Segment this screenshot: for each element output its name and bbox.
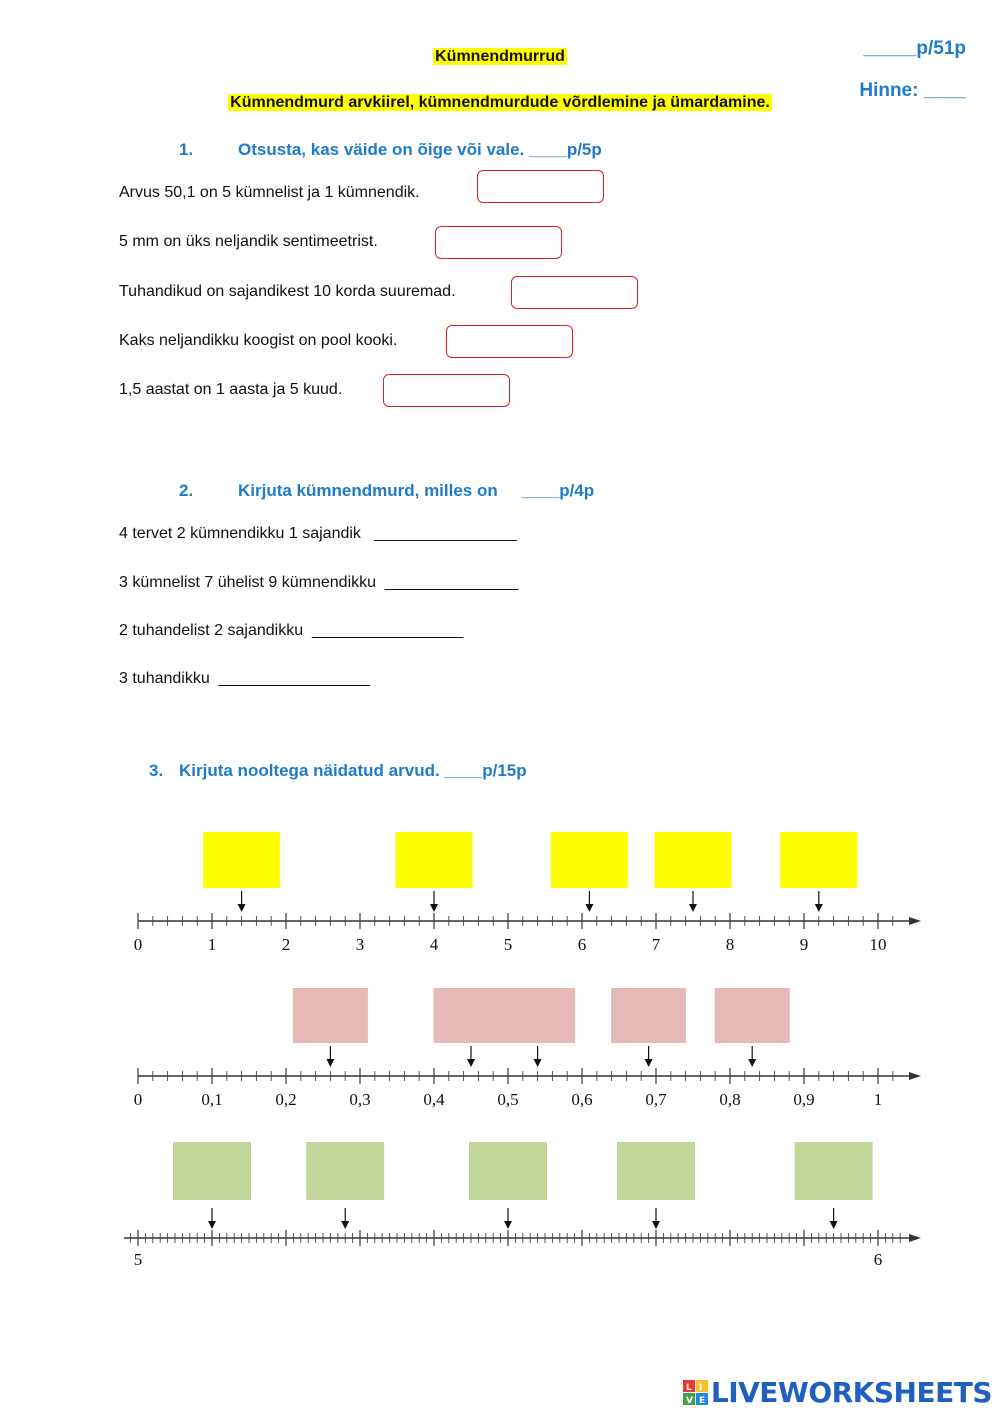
line1-tick-label: 8 (725, 935, 735, 954)
svg-text:V: V (685, 1395, 693, 1406)
line1-tick-label: 5 (503, 935, 513, 954)
line1-tick-label: 2 (281, 935, 291, 954)
task2-item-2[interactable]: 3 kümnelist 7 ühelist 9 kümnendikku _______________ (119, 574, 519, 591)
task2-number: 2. (179, 481, 194, 500)
task2-item-3[interactable]: 2 tuhandelist 2 sajandikku _________________ (119, 622, 464, 639)
task1-statement-5: 1,5 aastat on 1 aasta ja 5 kuud. (119, 381, 343, 398)
task2-heading: Kirjuta kümnendmurd, milles on ____p/4p (238, 481, 595, 500)
task2-item-4[interactable]: 3 tuhandikku _________________ (119, 670, 370, 687)
line1-pointer-arrowhead (430, 904, 438, 912)
line2-tick-label: 0,5 (497, 1090, 519, 1109)
score-total: _____p/51p (863, 38, 966, 59)
line2-tick-label: 0,1 (201, 1090, 223, 1109)
line2-pointer-arrowhead (326, 1059, 334, 1067)
task1-statement-2: 5 mm on üks neljandik sentimeetrist. (119, 233, 378, 250)
line2-tick-label: 1 (873, 1090, 883, 1109)
task3-heading: Kirjuta nooltega näidatud arvud. ____p/15p (179, 761, 527, 780)
line1-tick-label: 1 (207, 935, 217, 954)
line1-tick-label: 0 (133, 935, 143, 954)
line1-axis-arrowhead (909, 917, 921, 925)
line1-tick-label: 4 (429, 935, 439, 954)
line2-tick-label: 0 (133, 1090, 143, 1109)
line1-pointer-arrowhead (585, 904, 593, 912)
line1-tick-label: 7 (651, 935, 661, 954)
line1-tick-label: 9 (799, 935, 809, 954)
line3-pointer-arrowhead (652, 1221, 660, 1229)
task2-item-1[interactable]: 4 tervet 2 kümnendikku 1 sajandik ________________ (119, 525, 517, 542)
task1-heading: Otsusta, kas väide on õige või vale. ____p/5p (238, 140, 602, 159)
line2-answer-box[interactable] (293, 988, 368, 1043)
line1-tick-label: 3 (355, 935, 365, 954)
line3-pointer-arrowhead (208, 1221, 216, 1229)
page-title: Kümnendmurrud (435, 48, 565, 65)
line2-answer-box[interactable] (434, 988, 509, 1043)
line1-pointer-arrowhead (689, 904, 697, 912)
line3-answer-box[interactable] (795, 1142, 873, 1200)
line3-pointer-arrowhead (504, 1221, 512, 1229)
line2-answer-box[interactable] (611, 988, 686, 1043)
line2-pointer-arrowhead (645, 1059, 653, 1067)
svg-text:L: L (685, 1382, 692, 1393)
line3-axis-arrowhead (909, 1234, 921, 1242)
line3-answer-box[interactable] (469, 1142, 547, 1200)
line3-answer-box[interactable] (173, 1142, 251, 1200)
task3-number: 3. (149, 761, 164, 780)
line1-answer-box[interactable] (203, 832, 280, 888)
line3-tick-label: 6 (873, 1250, 883, 1269)
logo-text: LIVEWORKSHEETS (710, 1376, 992, 1409)
line1-tick-label: 6 (577, 935, 587, 954)
line2-pointer-arrowhead (467, 1059, 475, 1067)
line3-tick-label: 5 (133, 1250, 143, 1269)
line1-answer-box[interactable] (396, 832, 473, 888)
line3-answer-box[interactable] (617, 1142, 695, 1200)
liveworksheets-logo (683, 1376, 992, 1409)
task1-statement-3: Tuhandikud on sajandikest 10 korda suuremad. (119, 283, 456, 300)
line2-answer-box[interactable] (715, 988, 790, 1043)
line1-answer-box[interactable] (780, 832, 857, 888)
line2-answer-box[interactable] (500, 988, 575, 1043)
line3-pointer-arrowhead (830, 1221, 838, 1229)
page-subtitle: Kümnendmurd arvkiirel, kümnendmurdude võrdlemine ja ümardamine. (230, 94, 770, 111)
logo-grid-icon (683, 1380, 709, 1406)
task1-statement-4: Kaks neljandikku koogist on pool kooki. (119, 332, 398, 349)
svg-text:I: I (698, 1382, 703, 1393)
line2-tick-label: 0,3 (349, 1090, 371, 1109)
line2-tick-label: 0,7 (645, 1090, 667, 1109)
task1-number: 1. (179, 140, 194, 159)
line1-pointer-arrowhead (238, 904, 246, 912)
line2-pointer-arrowhead (534, 1059, 542, 1067)
line2-pointer-arrowhead (748, 1059, 756, 1067)
line2-tick-label: 0,4 (423, 1090, 445, 1109)
line1-answer-box[interactable] (655, 832, 732, 888)
line3-pointer-arrowhead (341, 1221, 349, 1229)
line2-tick-label: 0,6 (571, 1090, 593, 1109)
line2-axis-arrowhead (909, 1072, 921, 1080)
task1-statement-1: Arvus 50,1 on 5 kümnelist ja 1 kümnendik. (119, 184, 420, 201)
line1-pointer-arrowhead (815, 904, 823, 912)
line2-tick-label: 0,9 (793, 1090, 815, 1109)
line2-tick-label: 0,2 (275, 1090, 297, 1109)
line3-answer-box[interactable] (306, 1142, 384, 1200)
line2-tick-label: 0,8 (719, 1090, 741, 1109)
grade-label: Hinne: ____ (859, 80, 966, 101)
line1-answer-box[interactable] (551, 832, 628, 888)
svg-text:E: E (698, 1395, 706, 1406)
line1-tick-label: 10 (869, 935, 887, 954)
